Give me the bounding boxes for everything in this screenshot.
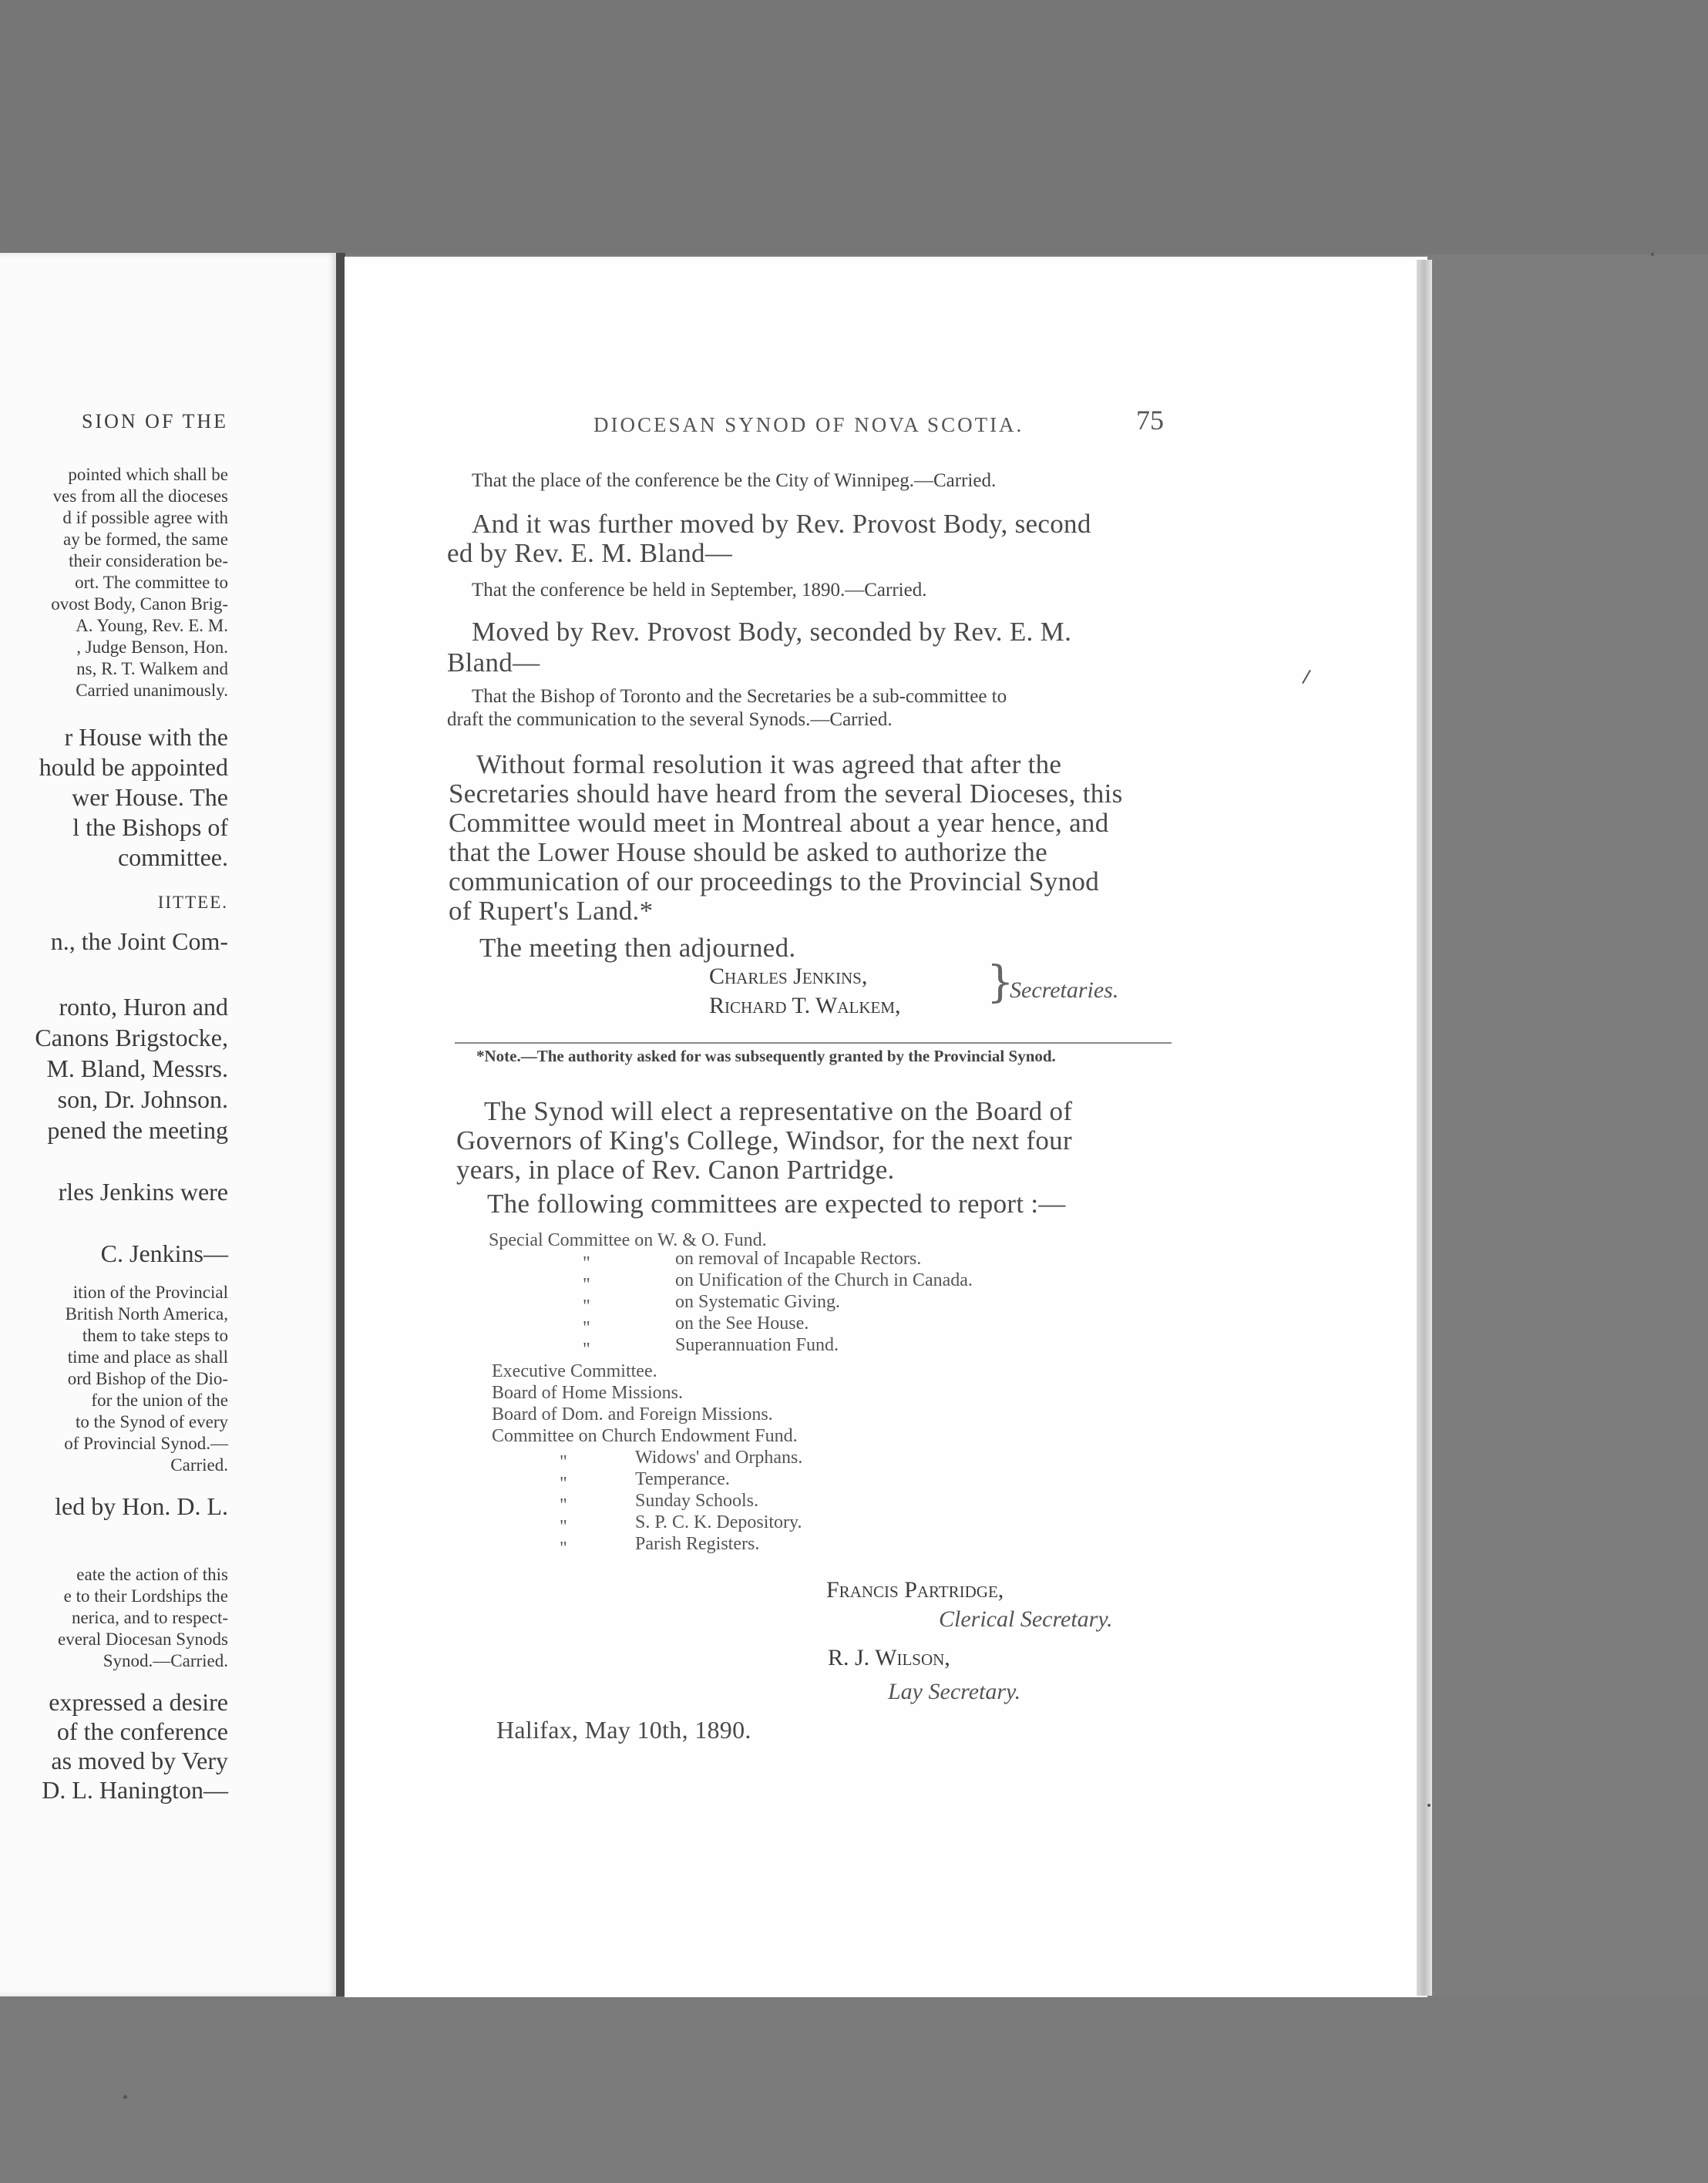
left-line: their consideration be- xyxy=(69,551,228,570)
ditto-mark: " xyxy=(583,1340,590,1360)
committee-item: Parish Registers. xyxy=(635,1534,760,1554)
resolution-subcommittee: That the Bishop of Toronto and the Secretaries be a sub-committee to xyxy=(472,686,1007,707)
left-line: ns, R. T. Walkem and xyxy=(76,659,228,678)
ditto-mark: " xyxy=(560,1517,567,1537)
paragraph-line: that the Lower House should be asked to authorize the xyxy=(449,837,1047,867)
scan-mark xyxy=(1427,1804,1431,1807)
left-line: ay be formed, the same xyxy=(63,530,228,549)
committee-item: on Unification of the Church in Canada. xyxy=(675,1270,973,1290)
resolution-subcommittee: draft the communication to the several Synods.—Carried. xyxy=(447,709,893,730)
ditto-mark: " xyxy=(583,1253,590,1273)
signatory-jenkins: Charles Jenkins, xyxy=(709,964,868,989)
signatory-walkem: Richard T. Walkem, xyxy=(709,993,901,1018)
paragraph-line: of Rupert's Land.* xyxy=(449,896,654,926)
left-line: ort. The committee to xyxy=(75,573,228,592)
left-subheading: IITTEE. xyxy=(157,893,228,912)
secretaries-label: Secretaries. xyxy=(1010,977,1119,1003)
resolution-date: That the conference be held in September, 1890.—Carried. xyxy=(472,580,927,600)
motion-text: Bland— xyxy=(447,648,540,678)
left-line: British North America, xyxy=(65,1304,228,1324)
left-line: of the conference xyxy=(56,1717,228,1745)
left-line: led by Hon. D. L. xyxy=(55,1492,228,1520)
left-line: ves from all the dioceses xyxy=(52,486,228,506)
left-line: e to their Lordships the xyxy=(63,1586,228,1606)
motion-text: And it was further moved by Rev. Provost Body, second xyxy=(472,509,1091,539)
left-line: Synod.—Carried. xyxy=(103,1651,228,1670)
left-line: son, Dr. Johnson. xyxy=(57,1085,228,1113)
committee-item: Executive Committee. xyxy=(492,1361,657,1381)
motion-text: Moved by Rev. Provost Body, seconded by Rev. E. M. xyxy=(472,617,1072,647)
left-line: Canons Brigstocke, xyxy=(35,1024,228,1051)
paragraph-line: years, in place of Rev. Canon Partridge. xyxy=(456,1155,895,1185)
committee-item: on removal of Incapable Rectors. xyxy=(675,1249,922,1269)
left-line: ovost Body, Canon Brig- xyxy=(51,594,228,614)
paragraph-line: The Synod will elect a representative on the Board of xyxy=(484,1096,1073,1126)
ditto-mark: " xyxy=(560,1539,567,1559)
signatory-wilson: R. J. Wilson, xyxy=(828,1645,950,1670)
left-line: C. Jenkins— xyxy=(100,1240,228,1267)
motion-text: ed by Rev. E. M. Bland— xyxy=(447,538,733,568)
committee-item: Superannuation Fund. xyxy=(675,1335,839,1355)
ditto-mark: " xyxy=(583,1318,590,1338)
left-line: committee. xyxy=(117,843,228,871)
left-line: ord Bishop of the Dio- xyxy=(67,1369,228,1388)
left-line: hould be appointed xyxy=(39,753,228,781)
paragraph-line: Committee would meet in Montreal about a year hence, and xyxy=(449,808,1109,838)
left-line: of Provincial Synod.— xyxy=(64,1434,228,1453)
left-line: pointed which shall be xyxy=(68,465,228,484)
committee-item: S. P. C. K. Depository. xyxy=(635,1512,802,1532)
left-line: Carried unanimously. xyxy=(76,681,228,700)
background-top xyxy=(0,0,1708,254)
scan-mark xyxy=(123,2095,127,2099)
running-header: DIOCESAN SYNOD OF NOVA SCOTIA. xyxy=(593,413,1024,436)
left-line: r House with the xyxy=(64,723,228,751)
left-line: rles Jenkins were xyxy=(58,1178,228,1206)
footnote-rule xyxy=(455,1042,1172,1044)
left-line: to the Synod of every xyxy=(75,1412,228,1431)
left-line: l the Bishops of xyxy=(72,813,228,841)
left-line: for the union of the xyxy=(91,1391,228,1410)
left-line: nerica, and to respect- xyxy=(71,1608,228,1627)
left-line: d if possible agree with xyxy=(62,508,228,527)
left-line: ition of the Provincial xyxy=(72,1283,228,1302)
left-partial-page xyxy=(0,253,338,1996)
committee-item: on the See House. xyxy=(675,1314,809,1334)
committee-item: Committee on Church Endowment Fund. xyxy=(492,1426,798,1446)
committee-item: Widows' and Orphans. xyxy=(635,1448,803,1468)
left-line: n., the Joint Com- xyxy=(50,927,228,955)
left-line: time and place as shall xyxy=(67,1347,228,1367)
left-header: SION OF THE xyxy=(82,410,228,432)
left-line: D. L. Hanington— xyxy=(42,1776,228,1804)
ditto-mark: " xyxy=(560,1495,567,1515)
ditto-mark: " xyxy=(583,1275,590,1295)
background-bottom xyxy=(0,1996,1708,2183)
committee-item: on Systematic Giving. xyxy=(675,1292,840,1312)
footnote: *Note.—The authority asked for was subsequently granted by the Provincial Synod. xyxy=(476,1047,1056,1065)
committee-item: Board of Home Missions. xyxy=(492,1383,683,1403)
scan-mark xyxy=(1651,253,1654,256)
clerical-secretary-title: Clerical Secretary. xyxy=(939,1606,1113,1632)
paragraph-line: Secretaries should have heard from the several Dioceses, this xyxy=(449,779,1123,809)
left-line: , Judge Benson, Hon. xyxy=(76,637,228,657)
dateline: Halifax, May 10th, 1890. xyxy=(496,1716,751,1744)
paragraph-line: Governors of King's College, Windsor, for the next four xyxy=(456,1125,1072,1155)
left-line: as moved by Very xyxy=(51,1747,228,1774)
ditto-mark: " xyxy=(560,1452,567,1472)
paragraph-line: communication of our proceedings to the Provincial Synod xyxy=(449,866,1099,896)
ditto-mark: " xyxy=(583,1297,590,1317)
left-line: M. Bland, Messrs. xyxy=(46,1054,228,1082)
left-line: ronto, Huron and xyxy=(59,993,228,1021)
paragraph-line: Without formal resolution it was agreed that after the xyxy=(476,749,1062,779)
adjourned-line: The meeting then adjourned. xyxy=(479,933,796,963)
brace: } xyxy=(987,957,1014,1007)
ditto-mark: " xyxy=(560,1474,567,1494)
committee-item: Special Committee on W. & O. Fund. xyxy=(489,1230,767,1250)
left-line: eate the action of this xyxy=(76,1565,228,1584)
left-line: everal Diocesan Synods xyxy=(58,1630,228,1649)
page-number: 75 xyxy=(1136,405,1164,436)
resolution-place: That the place of the conference be the City of Winnipeg.—Carried. xyxy=(472,470,997,491)
page-edge xyxy=(1417,260,1432,1996)
lay-secretary-title: Lay Secretary. xyxy=(888,1679,1021,1704)
left-line: Carried. xyxy=(170,1455,228,1475)
committee-item: Sunday Schools. xyxy=(635,1491,759,1511)
left-line: expressed a desire xyxy=(49,1688,228,1716)
left-line: wer House. The xyxy=(72,783,228,811)
left-line: pened the meeting xyxy=(47,1116,228,1144)
left-line: A. Young, Rev. E. M. xyxy=(76,616,228,635)
committee-item: Temperance. xyxy=(635,1469,730,1489)
left-line: them to take steps to xyxy=(82,1326,228,1345)
committee-item: Board of Dom. and Foreign Missions. xyxy=(492,1404,773,1424)
signatory-partridge: Francis Partridge, xyxy=(826,1577,1004,1603)
paragraph-line: The following committees are expected to report :— xyxy=(487,1189,1066,1219)
